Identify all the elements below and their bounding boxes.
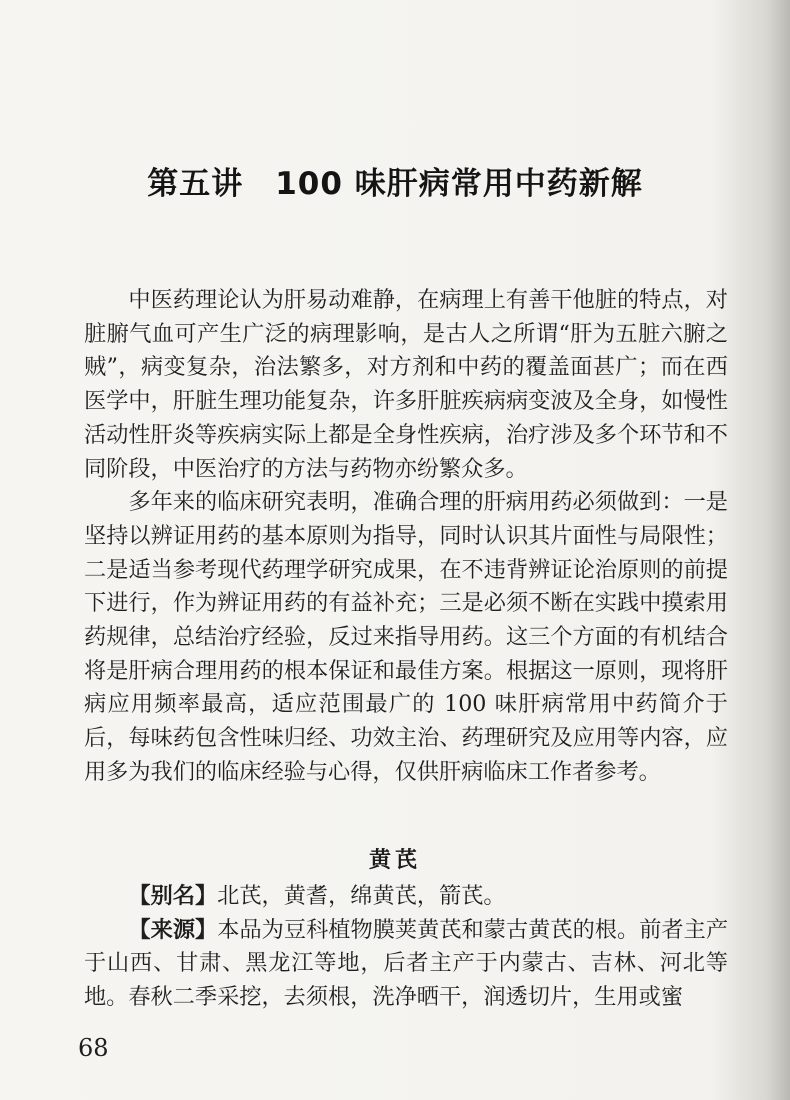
source-entry: 【来源】本品为豆科植物膜荚黄芪和蒙古黄芪的根。前者主产于山西、甘肃、黑龙江等地，后者主产于内蒙古、吉林、河北等地。春秋二季采挖，去须根，洗净晒干，润透切片，生用或蜜 (84, 916, 729, 1010)
paragraph-2: 多年来的临床研究表明，准确合理的肝病用药必须做到：一是坚持以辨证用药的基本原则为指导，同时认识其片面性与局限性；二是适当参考现代药理学研究成果，在不违背辨证论治原则的前提下进行，作为辨证用药的有益补充；三是必须不断在实践中摸索用药规律，总结治疗经验，反过来指导用药。这三个方面的有机结合将是肝病合理用药的根本保证和最佳方案。根据这一原则，现将肝病应用频率最高，适应范围最广的 100 味肝病常用中药简介于后，每味药包含性味归经、功效主治、药理研究及应用等内容，应用多为我们的临床经验与心得，仅供肝病临床工作者参考。 (84, 489, 728, 785)
alias-entry: 【别名】北芪，黄耆，绵黄芪，箭芪。 (128, 883, 506, 909)
source-text: 本品为豆科植物膜荚黄芪和蒙古黄芪的根。前者主产于山西、甘肃、黑龙江等地，后者主产于内蒙古、吉林、河北等地。春秋二季采挖，去须根，洗净晒干，润透切片，生用或蜜 (84, 916, 729, 1010)
alias-label: 别名 (150, 883, 195, 909)
chapter-title: 第五讲 100 味肝病常用中药新解 (147, 166, 643, 202)
source-label: 来源 (150, 916, 196, 943)
page-number: 68 (78, 1034, 109, 1062)
herb-entries (84, 880, 728, 1014)
herb-heading: 黄芪 (368, 848, 421, 873)
alias-text: 北芪，黄耆，绵黄芪，箭芪。 (217, 883, 506, 909)
intro-text (84, 284, 728, 790)
paragraph-1: 中医药理论认为肝易动难静，在病理上有善干他脏的特点，对脏腑气血可产生广泛的病理影响，是古人之所谓“肝为五脏六腑之贼”，病变复杂，治法繁多，对方剂和中药的覆盖面甚广；而在西医学中，肝脏生理功能复杂，许多肝脏疾病病变波及全身，如慢性活动性肝炎等疾病实际上都是全身性疾病，治疗涉及多个环节和不同阶段，中医治疗的方法与药物亦纷繁众多。 (84, 287, 728, 482)
